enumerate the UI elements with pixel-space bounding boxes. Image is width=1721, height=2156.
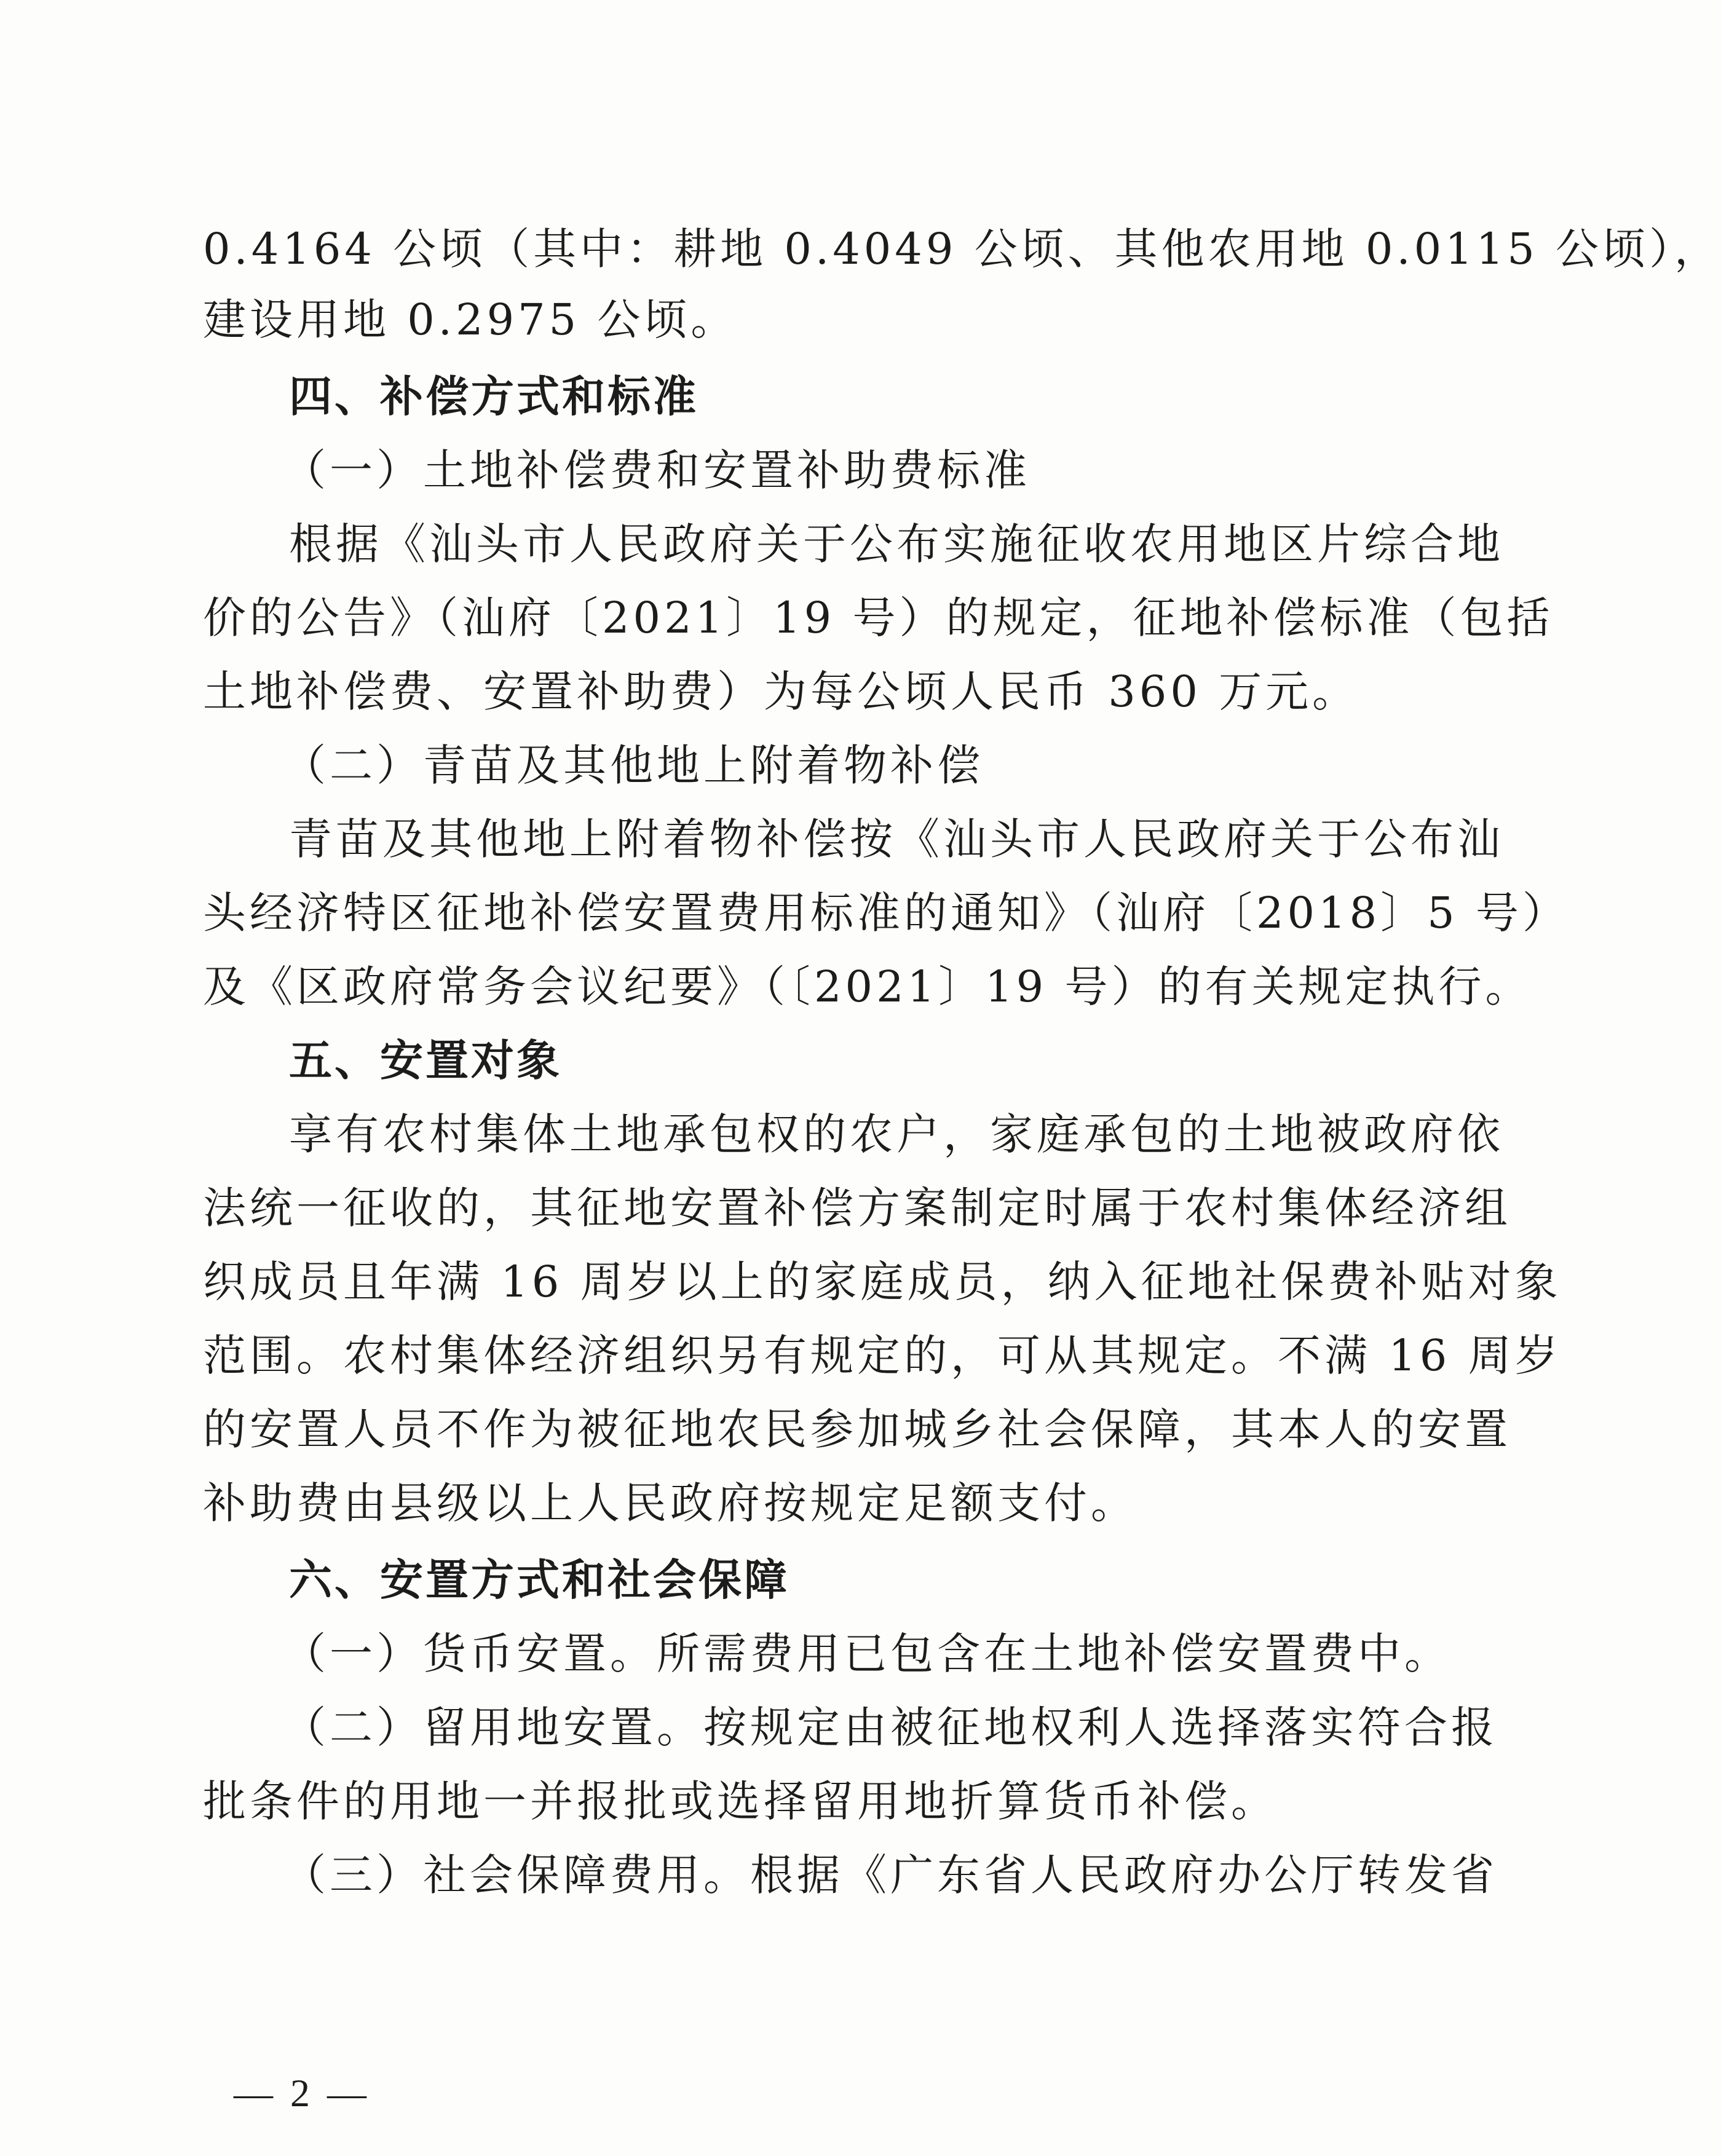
page-number: — 2 — <box>234 2071 370 2115</box>
paragraph-line: （三）社会保障费用。根据《广东省人民政府办公厅转发省 <box>283 1850 1498 1900</box>
paragraph-line: 建设用地 0.2975 公顷。 <box>203 294 738 345</box>
paragraph-line: 根据《汕头市人民政府关于公布实施征收农用地区片综合地 <box>289 519 1504 569</box>
paragraph-line: 范围。农村集体经济组织另有规定的，可从其规定。不满 16 周岁 <box>203 1330 1562 1381</box>
section-heading-5: 五、安置对象 <box>289 1035 562 1086</box>
paragraph-line: 批条件的用地一并报批或选择留用地折算货币补偿。 <box>203 1776 1278 1826</box>
paragraph-line: 0.4164 公顷（其中：耕地 0.4049 公顷、其他农用地 0.0115 公顷）， <box>203 224 1721 274</box>
paragraph-line: 及《区政府常务会议纪要》（〔2021〕19 号）的有关规定执行。 <box>203 962 1532 1012</box>
paragraph-line: 头经济特区征地补偿安置费用标准的通知》（汕府〔2018〕5 号） <box>203 888 1569 938</box>
paragraph-line: 享有农村集体土地承包权的农户，家庭承包的土地被政府依 <box>289 1109 1504 1159</box>
paragraph-line: 土地补偿费、安置补助费）为每公顷人民币 360 万元。 <box>203 666 1359 717</box>
paragraph-line: 的安置人员不作为被征地农民参加城乡社会保障，其本人的安置 <box>203 1404 1511 1455</box>
paragraph-line: （一）货币安置。所需费用已包含在土地补偿安置费中。 <box>283 1629 1451 1679</box>
paragraph-line: 青苗及其他地上附着物补偿按《汕头市人民政府关于公布汕 <box>289 814 1504 864</box>
paragraph-line: （二）留用地安置。按规定由被征地权利人选择落实符合报 <box>283 1702 1498 1753</box>
paragraph-line: 法统一征收的，其征地安置补偿方案制定时属于农村集体经济组 <box>203 1183 1511 1233</box>
subsection-heading: （一）土地补偿费和安置补助费标准 <box>283 445 1031 496</box>
paragraph-line: 价的公告》（汕府〔2021〕19 号）的规定，征地补偿标准（包括 <box>203 593 1554 643</box>
paragraph-line: 补助费由县级以上人民政府按规定足额支付。 <box>203 1478 1137 1528</box>
section-heading-4: 四、补偿方式和标准 <box>289 371 698 422</box>
subsection-heading: （二）青苗及其他地上附着物补偿 <box>283 740 984 791</box>
section-heading-6: 六、安置方式和社会保障 <box>289 1555 789 1605</box>
paragraph-line: 织成员且年满 16 周岁以上的家庭成员，纳入征地社保费补贴对象 <box>203 1257 1562 1307</box>
